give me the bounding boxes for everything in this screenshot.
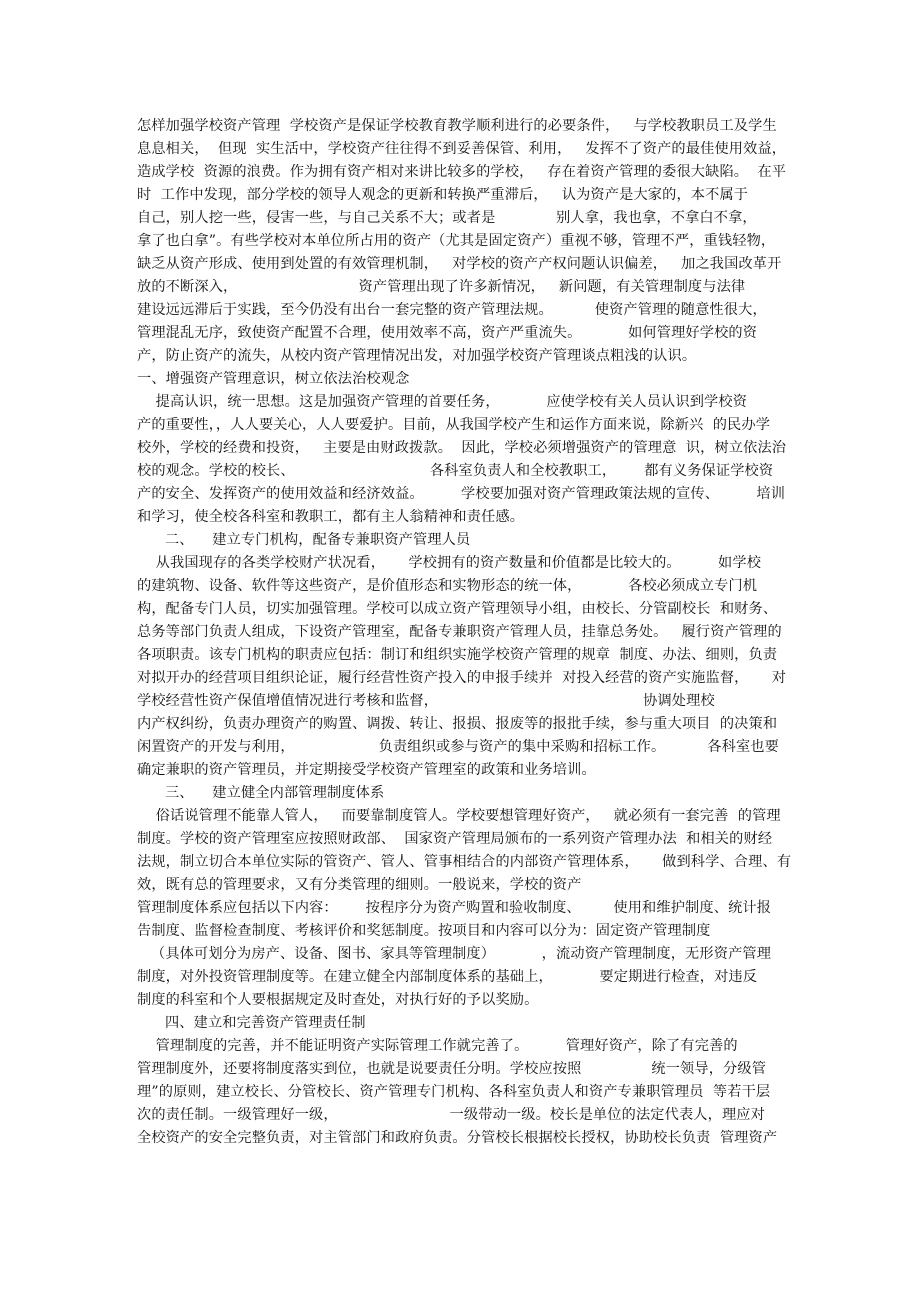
text-line: 学校经营性资产保值增值情况进行考核和监督， 协调处理校	[137, 693, 715, 709]
text-line: 产，防止资产的流失，从校内资产管理情况出发，对加强学校资产管理谈点粗浅的认识。	[137, 348, 697, 364]
text-line: （具体可划分为房产、设备、图书、家具等管理制度） ，流动资产管理制度，无形资产管理	[137, 946, 772, 962]
text-line: 全校资产的安全完整负责，对主管部门和政府负责。分管校长根据校长授权，协助校长负责 管理资产	[137, 1130, 778, 1146]
text-line: 俗话说管理不能靠人管人， 而要靠制度管人。学校要想管理好资产， 就必须有一套完善 的管理	[137, 808, 781, 824]
text-line: 校外，学校的经费和投资， 主要是由财政拨款。 因此，学校必须增强资产的管理意 识，树立依法治	[137, 440, 787, 456]
text-line: 构，配备专门人员，切实加强管理。学校可以成立资产管理领导小组，由校长、分管副校长 和财务、	[137, 601, 778, 617]
text-line: 造成学校 资源的浪费。作为拥有资产相对来讲比较多的学校， 存在着资产管理的委很大缺陷。 在平	[137, 164, 787, 180]
text-line: 管理混乱无序，致使资产配置不合理，使用效率不高，资产严重流失。 如何管理好学校的资	[137, 325, 758, 341]
text-line: 理”的原则，建立校长、分管校长、资产管理专门机构、各科室负责人和资产专兼职管理员 等若干层	[137, 1084, 771, 1100]
text-line: 怎样加强学校资产管理 学校资产是保证学校教育教学顺利进行的必要条件， 与学校教职员工及学生	[137, 118, 777, 134]
text-line: 从我国现存的各类学校财产状况看， 学校拥有的资产数量和价值都是比较大的。 如学校	[137, 555, 762, 571]
text-line: 管理制度外，还要将制度落实到位，也就是说要责任分明。学校应按照 统一领导，分级管	[137, 1061, 767, 1077]
text-line: 时 工作中发现，部分学校的领导人观念的更新和转换严重滞后， 认为资产是大家的，本不属于	[137, 187, 749, 203]
text-line: 制度，对外投资管理制度等。在建立健全内部制度体系的基础上， 要定期进行检查，对违反	[137, 969, 758, 985]
text-line: 效，既有总的管理要求，又有分类管理的细则。一般说来，学校的资产	[137, 877, 582, 893]
text-line: 的建筑物、设备、软件等这些资产，是价值形态和实物形态的统一体， 各校必须成立专门机	[137, 578, 758, 594]
section-heading: 四、建立和完善资产管理责任制	[137, 1015, 366, 1031]
text-line: 总务等部门负责人组成，下设资产管理室，配备专兼职资产管理人员，挂靠总务处。 履行资产管理的	[137, 624, 782, 640]
text-line: 产的安全、发挥资产的使用效益和经济效益。 学校要加强对资产管理政策法规的宣传、 培训	[137, 486, 786, 502]
text-line: 次的责任制。一级管理好一级， 一级带动一级。校长是单位的法定代表人，理应对	[137, 1107, 765, 1123]
text-line: 自己，别人挖一些，侵害一些，与自己关系不大；或者是 别人拿，我也拿，不拿白不拿，	[137, 210, 757, 226]
text-line: 缺乏从资产形成、使用到处置的有效管理机制， 对学校的资产产权问题认识偏差， 加之我国改革开	[137, 256, 782, 272]
text-line: 各项职责。该专门机构的职责应包括：制订和组织实施学校资产管理的规章 制度、办法、细则，负责	[137, 647, 778, 663]
section-heading: 一、增强资产管理意识，树立依法治校观念	[137, 371, 410, 387]
text-line: 法规，制立切合本单位实际的管资产、管人、管事相结合的内部资产管理体系， 做到科学、合理、有	[137, 854, 792, 870]
text-line: 内产权纠纷，负责办理资产的购置、调拨、转让、报损、报废等的报批手续，参与重大项目 的决策和	[137, 716, 778, 732]
text-line: 管理制度体系应包括以下内容： 按程序分为资产购置和验收制度、 使用和维护制度、统计报	[137, 900, 772, 916]
text-line: 闲置资产的开发与利用， 负责组织或参与资产的集中采购和招标工作。 各科室也要	[137, 739, 779, 755]
text-line: 放的不断深入， 资产管理出现了许多新情况， 新问题，有关管理制度与法律	[137, 279, 746, 295]
text-line: 建设远远滞后于实践，至今仍没有出台一套完整的资产管理法规。 使资产管理的随意性很大，	[137, 302, 767, 318]
text-line: 产的重要性，，人人要关心，人人要爱护。目前，从我国学校产生和运作方面来说，除新兴 的民办学	[137, 417, 771, 433]
section-heading: 三、 建立健全内部管理制度体系	[137, 785, 385, 801]
text-line: 管理制度的完善，并不能证明资产实际管理工作就完善了。 管理好资产，除了有完善的	[137, 1038, 738, 1054]
text-line: 息息相关， 但现 实生活中，学校资产往往得不到妥善保管、利用， 发挥不了资产的最佳使用效益，	[137, 141, 787, 157]
text-line: 制度的科室和个人要根据规定及时查处，对执行好的予以奖励。	[137, 992, 539, 1008]
text-line: 制度。学校的资产管理室应按照财政部、 国家资产管理局颁布的一系列资产管理办法 和相关的财经	[137, 831, 773, 847]
text-line: 告制度、监督检查制度、考核评价和奖惩制度。按项目和内容可以分为：固定资产管理制度	[137, 923, 711, 939]
section-heading: 二、 建立专门机构，配备专兼职资产管理人员	[137, 532, 471, 548]
text-line: 对拟开办的经营项目组织论证，履行经营性资产投入的申报手续并 对投入经营的资产实施监督， 对	[137, 670, 787, 686]
text-line: 拿了也白拿”。有些学校对本单位所占用的资产（尤其是固定资产）重视不够，管理不严，重钱轻物，	[137, 233, 776, 249]
text-line: 提高认识，统一思想。这是加强资产管理的首要任务， 应使学校有关人员认识到学校资	[137, 394, 748, 410]
text-line: 校的观念。学校的校长、 各科室负责人和全校教职工， 都有义务保证学校资	[137, 463, 774, 479]
text-line: 确定兼职的资产管理员，并定期接受学校资产管理室的政策和业务培训。	[137, 762, 596, 778]
text-line: 和学习，使全校各科室和教职工，都有主人翁精神和责任感。	[137, 509, 525, 525]
